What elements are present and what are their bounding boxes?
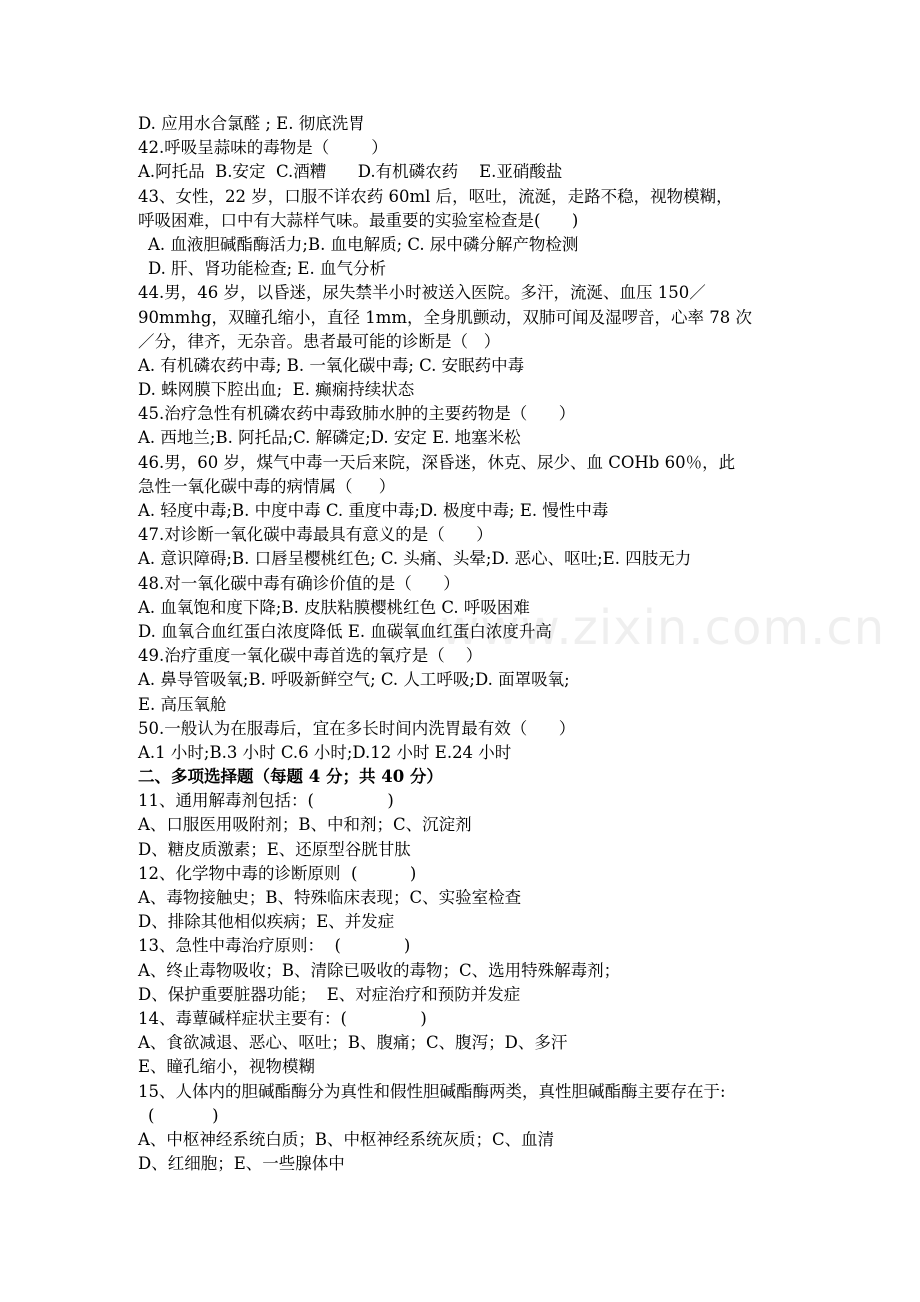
text-line: ( ) (148, 1105, 219, 1125)
watermark: www.zixin.com.cn (440, 600, 886, 656)
text-line: A、口服医用吸附剂；B、中和剂；C、沉淀剂 (138, 815, 472, 835)
text-line: A. 鼻导管吸氧;B. 呼吸新鲜空气; C. 人工呼吸;D. 面罩吸氧; (138, 670, 570, 690)
text-line: D、排除其他相似疾病；E、并发症 (138, 912, 395, 932)
text-line: D、保护重要脏器功能； E、对症治疗和预防并发症 (138, 984, 521, 1004)
text-line: A、食欲减退、恶心、呕吐；B、腹痛；C、腹泻；D、多汗 (138, 1033, 568, 1053)
text-line: 90mmhg，双瞳孔缩小，直径 1mm，全身肌颤动，双肺可闻及湿啰音，心率 78 次 (138, 307, 752, 327)
text-line: 49.治疗重度一氧化碳中毒首选的氧疗是（ ） (138, 646, 483, 666)
text-line: A. 血氧饱和度下降;B. 皮肤粘膜樱桃红色 C. 呼吸困难 (138, 597, 530, 617)
text-line: 43、女性，22 岁，口服不详农药 60ml 后，呕吐，流涎，走路不稳，视物模糊， (138, 186, 733, 206)
text-line: D、红细胞；E、一些腺体中 (138, 1154, 345, 1174)
text-line: D. 蛛网膜下腔出血; E. 癫痫持续状态 (138, 380, 415, 400)
text-line: 50.一般认为在服毒后，宜在多长时间内洗胃最有效（ ） (138, 718, 576, 738)
text-line: D. 血氧合血红蛋白浓度降低 E. 血碳氧血红蛋白浓度升高 (138, 621, 552, 641)
text-line: 14、毒蕈碱样症状主要有：( ) (138, 1008, 427, 1028)
text-line: A、毒物接触史；B、特殊临床表现；C、实验室检查 (138, 888, 522, 907)
text-line: 47.对诊断一氧化碳中毒最具有意义的是（ ） (138, 525, 493, 545)
text-line: D. 应用水合氯醛 ; E. 彻底洗胃 (138, 114, 365, 133)
text-line: E. 高压氧舱 (138, 694, 227, 714)
text-line: A.阿托品 B.安定 C.酒糟 D.有机磷农药 E.亚硝酸盐 (138, 162, 563, 182)
text-line: D、糖皮质激素；E、还原型谷胱甘肽 (138, 839, 411, 859)
text-line: 11、通用解毒剂包括：( ) (138, 791, 394, 811)
text-line: 46.男，60 岁，煤气中毒一天后来院，深昏迷，休克、尿少、血 COHb 60％，此 (138, 452, 736, 472)
section-heading: 二、多项选择题（每题 4 分；共 40 分） (138, 767, 443, 787)
text-line: 44.男，46 岁，以昏迷，尿失禁半小时被送入医院。多汗，流涎、血压 150／ (138, 283, 706, 303)
text-line: A、中枢神经系统白质；B、中枢神经系统灰质；C、血清 (138, 1129, 555, 1149)
text-line: 12、化学物中毒的诊断原则 ( ) (138, 863, 417, 883)
text-line: A. 有机磷农药中毒; B. 一氧化碳中毒; C. 安眠药中毒 (138, 355, 525, 375)
text-line: A. 意识障碍;B. 口唇呈樱桃红色; C. 头痛、头晕;D. 恶心、呕吐;E. 四肢无力 (138, 549, 692, 569)
text-line: 42.呼吸呈蒜味的毒物是（ ） (138, 138, 388, 158)
text-line: 45.治疗急性有机磷农药中毒致肺水肿的主要药物是（ ） (138, 404, 576, 424)
text-line: 急性一氧化碳中毒的病情属（ ） (138, 476, 396, 496)
text-line: A、终止毒物吸收；B、清除已吸收的毒物；C、选用特殊解毒剂； (138, 960, 621, 980)
text-line: E、瞳孔缩小，视物模糊 (138, 1057, 316, 1077)
text-line: 13、急性中毒治疗原则： ( ) (138, 936, 411, 956)
text-line: 呼吸困难，口中有大蒜样气味。最重要的实验室检查是( ) (138, 210, 579, 230)
text-line: 15、人体内的胆碱酯酶分为真性和假性胆碱酯酶两类，真性胆碱酯酶主要存在于: (138, 1081, 726, 1101)
text-line: A. 血液胆碱酯酶活力;B. 血电解质; C. 尿中磷分解产物检测 (148, 234, 579, 254)
text-line: A.1 小时;B.3 小时 C.6 小时;D.12 小时 E.24 小时 (138, 742, 512, 762)
document-page (138, 112, 788, 1176)
text-line: 48.对一氧化碳中毒有确诊价值的是（ ） (138, 573, 460, 593)
text-line: A. 轻度中毒;B. 中度中毒 C. 重度中毒;D. 极度中毒; E. 慢性中毒 (138, 501, 609, 520)
text-line: ／分，律齐，无杂音。患者最可能的诊断是（ ） (138, 331, 501, 351)
text-line: D. 肝、肾功能检查; E. 血气分析 (148, 259, 386, 279)
text-line: A. 西地兰;B. 阿托品;C. 解磷定;D. 安定 E. 地塞米松 (138, 428, 521, 448)
